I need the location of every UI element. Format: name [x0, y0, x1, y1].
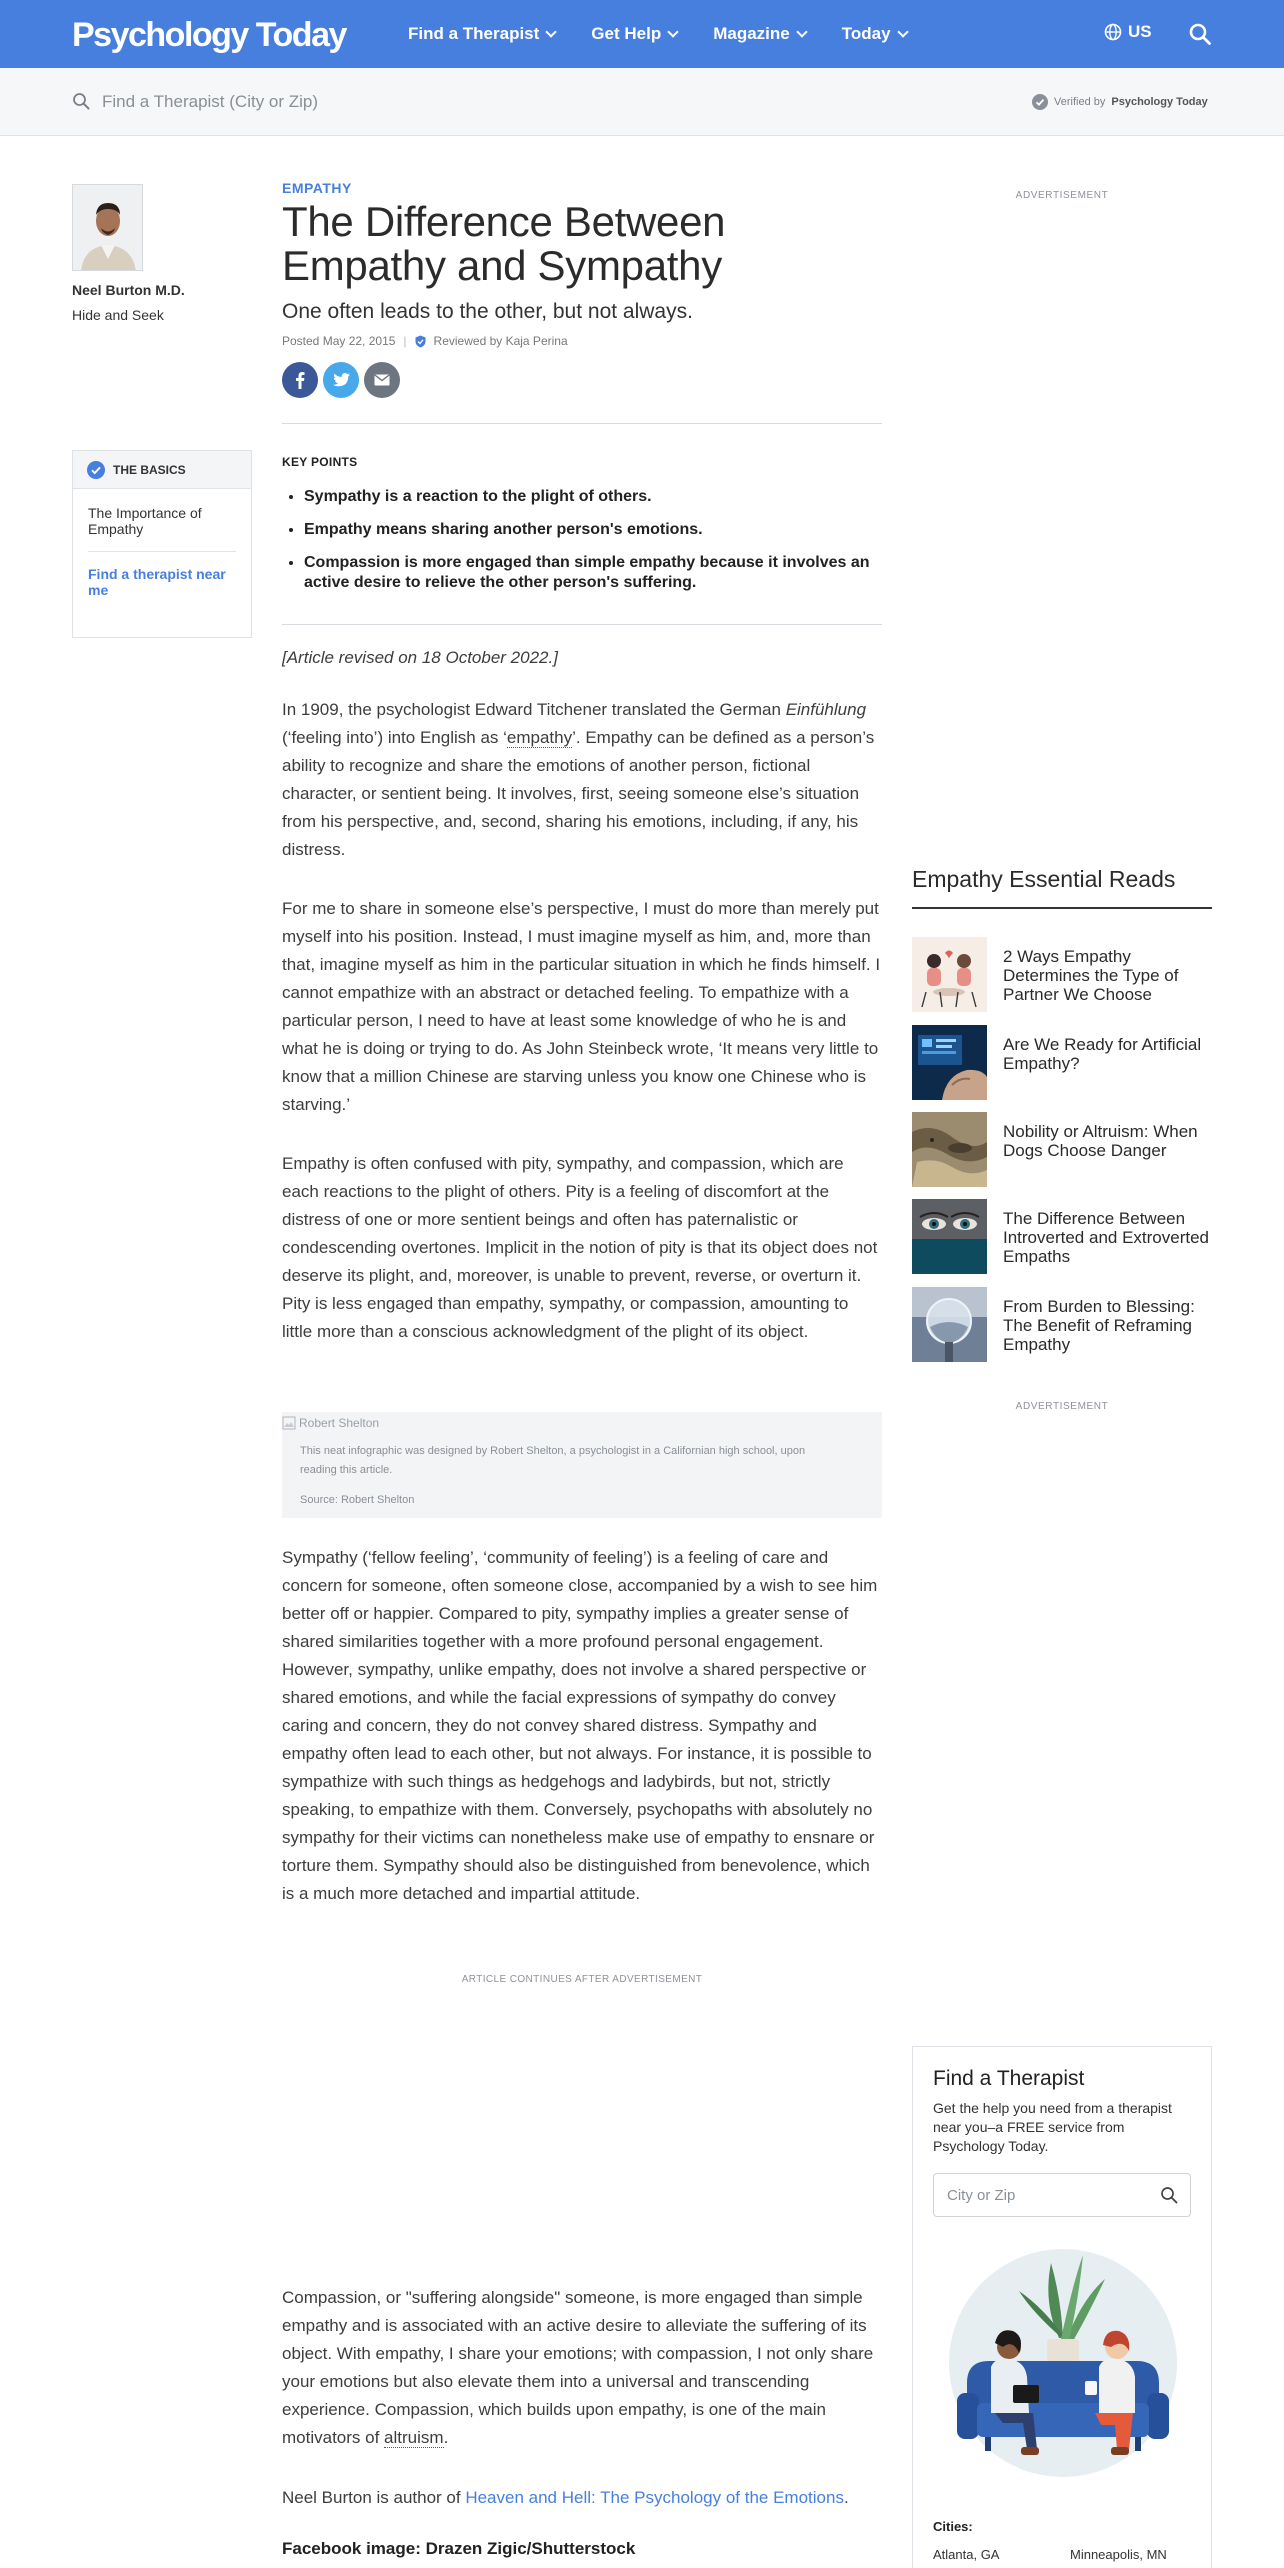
- city-link-atlanta[interactable]: Atlanta, GA: [933, 2547, 1000, 2562]
- meta-separator: |: [403, 334, 407, 348]
- author-avatar[interactable]: [72, 184, 143, 271]
- basics-heading: THE BASICS: [113, 462, 186, 477]
- key-points: [282, 455, 882, 606]
- find-therapist-widget: [912, 2046, 1212, 2568]
- key-points-heading: KEY POINTS: [282, 455, 358, 469]
- image-credit: Facebook image: Drazen Zigic/Shutterstock: [282, 2539, 636, 2558]
- author-blog-name[interactable]: Hide and Seek: [72, 307, 164, 323]
- chevron-down-icon: [796, 26, 807, 37]
- site-logo[interactable]: Psychology Today: [72, 16, 346, 54]
- city-link-minneapolis[interactable]: Minneapolis, MN: [1070, 2547, 1167, 2562]
- nav-label: Find a Therapist: [408, 24, 540, 43]
- find-therapist-search: [933, 2173, 1191, 2217]
- figure-alt-text: Robert Shelton: [299, 1416, 380, 1430]
- article-paragraph: Sympathy (‘fellow feeling’, ‘community of feeling’) is a feeling of care and concern for someone, often someone close, accompanied by a wish to see him better off or happier. Compared to pity, sympathy implies a greater sense of shared similarities together with a more profound personal engagement. However, sympathy, unlike empathy, does not involve a shared perspective or shared emotions, and while the facial expressions of sympathy do convey caring and concern, they do not convey shared distress. Sympathy and empathy often lead to each other, but not always. For instance, it is possible to sympathize with such things as hedgehogs and ladybirds, but not, strictly speaking, to empathize with them. Conversely, psychopaths with absolutely no sympathy for their victims can nonetheless make use of empathy to ensnare or torture them. Sympathy should also be distinguished from benevolence, which is a much more detached and impartial attitude.: [282, 1548, 878, 1903]
- article-meta: [282, 334, 882, 348]
- essential-read-thumbnail: [912, 1199, 987, 1274]
- advertisement-label: ADVERTISEMENT: [1015, 190, 1109, 201]
- nav-today[interactable]: [842, 24, 907, 44]
- check-circle-icon: [1032, 94, 1048, 110]
- essential-read-thumbnail: [912, 1025, 987, 1100]
- article-subtitle: One often leads to the other, but not always.: [282, 300, 693, 323]
- text-run: Neel Burton is author of: [282, 2488, 466, 2507]
- text-run: .: [443, 2428, 449, 2447]
- altruism-definition-link[interactable]: altruism: [384, 2428, 444, 2447]
- text-run: ’. Empathy can be defined as a person’s ability to recognize and share the emotions of another person, fictional character, or sentient being. It involves, first, seeing someone else’s situation from his perspective, and, second, sharing his emotions, including, if any, his distress.: [282, 728, 875, 859]
- search-icon: [72, 92, 90, 110]
- posted-date-value: May 22, 2015: [322, 334, 396, 348]
- author-bio-paragraph: [282, 2484, 882, 2512]
- topic-kicker[interactable]: EMPATHY: [282, 180, 352, 196]
- locale-label: US: [1128, 22, 1152, 41]
- divider: [282, 624, 882, 625]
- infographic-figure: [282, 1412, 882, 1518]
- essential-read-title: Nobility or Altruism: When Dogs Choose Danger: [1003, 1122, 1198, 1160]
- text-run: Compassion, or "suffering alongside" someone, is more engaged than simple empathy and is associated with an active desire to alleviate the suffering of its object. With empathy, I share your emotions; with compassion, I not only share your emotions but also elevate them into a universal and transcending experience. Compassion, which builds upon empathy, is one of the main motivators of: [282, 2288, 874, 2447]
- facebook-icon: [295, 371, 305, 389]
- therapist-search-bar: [0, 68, 1284, 136]
- search-icon[interactable]: [1188, 22, 1212, 46]
- email-icon: [374, 374, 390, 386]
- text-run-italic: Einfühlung: [785, 700, 867, 719]
- the-basics-box: [72, 450, 252, 638]
- verified-badge: [1032, 94, 1208, 110]
- shield-check-icon: [415, 335, 426, 348]
- twitter-icon: [333, 373, 350, 387]
- essential-read-title: 2 Ways Empathy Determines the Type of Partner We Choose: [1003, 947, 1179, 1004]
- find-therapist-title: Find a Therapist: [933, 2067, 1085, 2090]
- article-header: [282, 180, 882, 398]
- basics-header: [73, 451, 251, 489]
- article-paragraph: [282, 696, 882, 864]
- globe-icon: [1104, 23, 1122, 41]
- advertisement-label: ADVERTISEMENT: [1015, 1401, 1109, 1412]
- nav-get-help[interactable]: [591, 24, 677, 44]
- broken-image-icon: [282, 1416, 296, 1430]
- share-buttons: [282, 362, 882, 398]
- nav-label: Magazine: [713, 24, 790, 43]
- key-point: • Sympathy is a reaction to the plight of others.: [304, 487, 882, 507]
- basics-link-find-therapist[interactable]: Find a therapist near me: [88, 566, 226, 598]
- essential-read-title: From Burden to Blessing: The Benefit of Reframing Empathy: [1003, 1297, 1195, 1354]
- figure-source: Source: Robert Shelton: [300, 1494, 415, 1506]
- nav-find-therapist[interactable]: [408, 24, 555, 44]
- article-paragraph: Empathy is often confused with pity, sympathy, and compassion, which are each reactions to the plight of others. Pity is a feeling of discomfort at the distress of one or more sentient beings and often has paternalistic or condescending overtones. Implicit in the notion of pity is that its object does not deserve its plight, and, moreover, is unable to prevent, reverse, or overturn it. Pity is less engaged than empathy, sympathy, or compassion, amounting to little more than a conscious acknowledgment of the plight of its object.: [282, 1154, 878, 1341]
- top-nav-bar: [0, 0, 1284, 68]
- find-therapist-subtitle: Get the help you need from a therapist near you–a FREE service from Psychology Today.: [933, 2100, 1172, 2154]
- divider: [88, 551, 236, 552]
- essential-read-item[interactable]: [912, 937, 1212, 1013]
- essential-read-item[interactable]: [912, 1287, 1212, 1363]
- nav-label: Get Help: [591, 24, 662, 43]
- key-points-list: [282, 487, 882, 593]
- essential-read-item[interactable]: [912, 1112, 1212, 1188]
- twitter-share-button[interactable]: [323, 362, 359, 398]
- article-continues-label: ARTICLE CONTINUES AFTER ADVERTISEMENT: [461, 1974, 703, 1985]
- essential-read-thumbnail: [912, 937, 987, 1012]
- empathy-definition-link[interactable]: empathy: [506, 728, 573, 747]
- posted-date: [282, 334, 395, 348]
- article-title: The Difference Between Empathy and Sympathy: [282, 198, 726, 289]
- city-zip-input[interactable]: [947, 2184, 1147, 2206]
- locale-selector[interactable]: [1104, 22, 1152, 42]
- essential-read-thumbnail: [912, 1287, 987, 1362]
- chevron-down-icon: [897, 26, 908, 37]
- nav-label: Today: [841, 24, 891, 43]
- essential-read-title: Are We Ready for Artificial Empathy?: [1003, 1035, 1202, 1073]
- article-paragraph: [282, 2284, 882, 2452]
- check-circle-icon: [87, 461, 105, 479]
- divider: [282, 423, 882, 424]
- main-nav: [408, 0, 907, 68]
- key-point: • Empathy means sharing another person's emotions.: [304, 520, 882, 540]
- article-paragraph: For me to share in someone else’s perspective, I must do more than merely put myself into his position. Instead, I must imagine myself as him, and, more than that, imagine myself as him in the particular situation in which he finds himself. I cannot empathize with an abstract or detached feeling. To empathize with a particular person, I need to have at least some knowledge of who he is and what he is doing or trying to do. As John Steinbeck wrote, ‘It means very little to know that a million Chinese are starving unless you know one Chinese who is starving.’: [282, 899, 881, 1114]
- therapist-search-input[interactable]: [102, 88, 702, 116]
- text-run: In 1909, the psychologist Edward Titchener translated the German: [282, 700, 786, 719]
- cities-heading: Cities:: [933, 2519, 973, 2534]
- facebook-share-button[interactable]: [282, 362, 318, 398]
- text-run: .: [843, 2488, 849, 2507]
- essential-read-title: The Difference Between Introverted and Extroverted Empaths: [1003, 1209, 1210, 1266]
- essential-read-item[interactable]: [912, 1025, 1212, 1101]
- posted-label: Posted: [282, 334, 320, 348]
- therapy-session-illustration: [933, 2243, 1193, 2493]
- figure-caption: This neat infographic was designed by Robert Shelton, a psychologist in a Californian high school, upon reading this article.: [300, 1445, 806, 1476]
- reviewed-by[interactable]: Reviewed by Kaja Perina: [433, 334, 568, 348]
- nav-magazine[interactable]: [713, 24, 806, 44]
- chevron-down-icon: [668, 26, 679, 37]
- key-point: • Compassion is more engaged than simple empathy because it involves an active desire to relieve the other person's suffering.: [304, 553, 882, 593]
- book-link[interactable]: Heaven and Hell: The Psychology of the Emotions: [465, 2488, 844, 2507]
- chevron-down-icon: [546, 26, 557, 37]
- search-icon[interactable]: [1160, 2186, 1178, 2204]
- essential-read-item[interactable]: [912, 1199, 1212, 1275]
- verified-prefix: Verified by: [1054, 96, 1106, 108]
- basics-link-importance[interactable]: The Importance of Empathy: [88, 505, 202, 537]
- verified-brand: Psychology Today: [1111, 96, 1208, 108]
- email-share-button[interactable]: [364, 362, 400, 398]
- essential-read-thumbnail: [912, 1112, 987, 1187]
- essential-reads-title: Empathy Essential Reads: [912, 866, 1212, 909]
- revision-note: [Article revised on 18 October 2022.]: [282, 648, 558, 667]
- author-name[interactable]: Neel Burton M.D.: [72, 282, 185, 298]
- figure-image-placeholder: [282, 1416, 379, 1430]
- text-run: (‘feeling into’) into English as ‘: [282, 728, 507, 747]
